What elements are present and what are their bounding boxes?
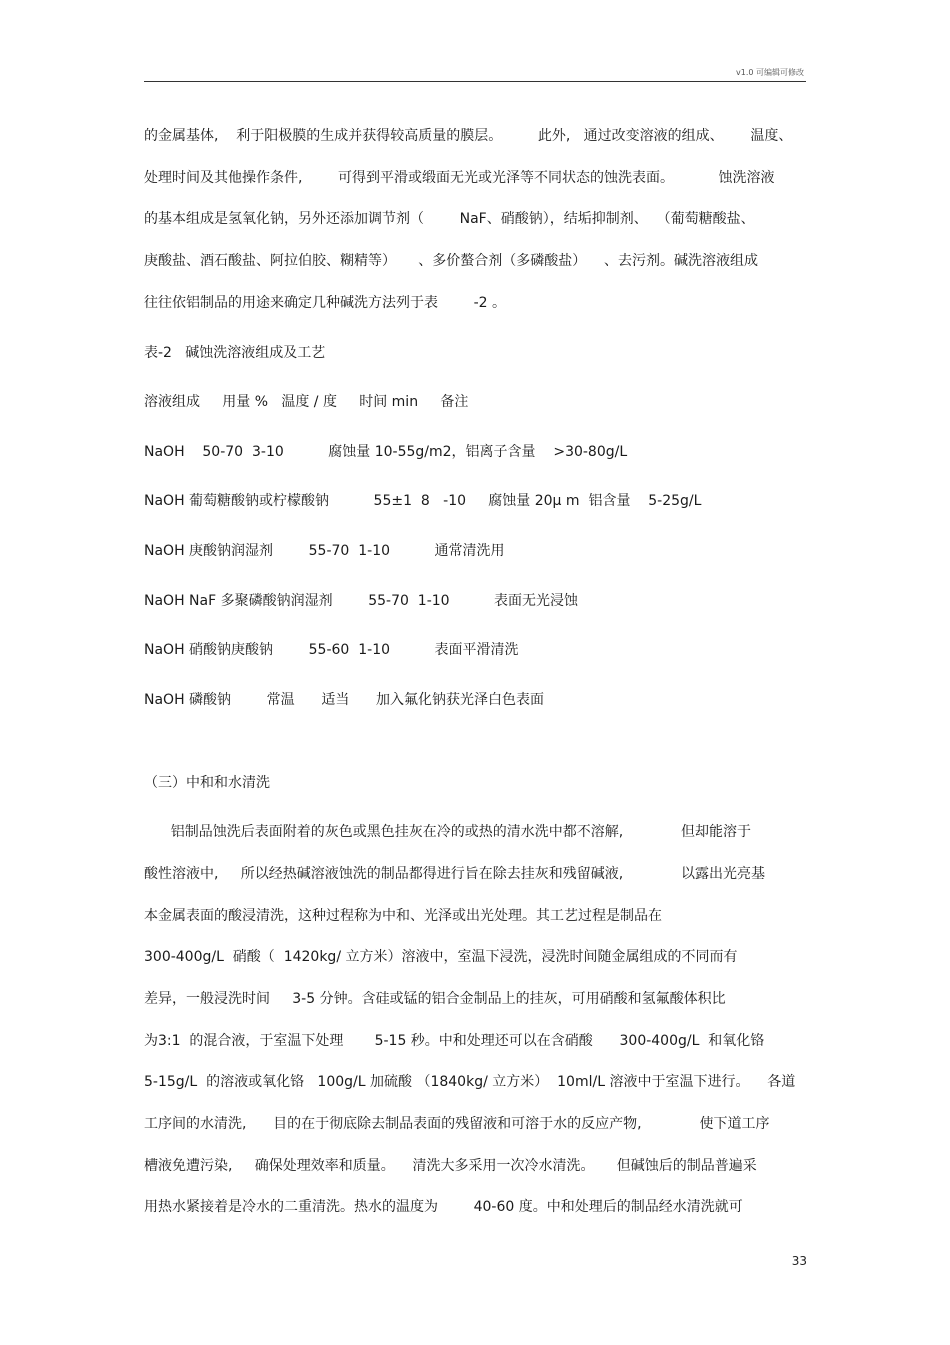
body-line: 工序间的水清洗, 目的在于彻底除去制品表面的残留液和可溶于水的反应产物, 使下道工序 (144, 1116, 770, 1132)
table-row: NaOH NaF 多聚磷酸钠润湿剂 55-70 1-10 表面无光浸蚀 (144, 593, 579, 609)
table-row: NaOH 庚酸钠润湿剂 55-70 1-10 通常清洗用 (144, 543, 505, 559)
body-line: 处理时间及其他操作条件, 可得到平滑或缎面无光或光泽等不同状态的蚀洗表面。 蚀洗溶液 (144, 170, 775, 186)
table-row: NaOH 葡萄糖酸钠或柠檬酸钠 55±1 8 -10 腐蚀量 20μ m 铝含量 5-25g/L (144, 493, 702, 509)
header-rule (144, 81, 806, 82)
header-label: v1.0 可编辑可修改 (736, 68, 804, 77)
table-row: NaOH 硝酸钠庚酸钠 55-60 1-10 表面平滑清洗 (144, 642, 519, 658)
page-number: 33 (791, 1254, 807, 1268)
table-header-row: 溶液组成 用量 % 温度 / 度 时间 min 备注 (144, 394, 469, 410)
body-line: 为3:1 的混合液，于室温下处理 5-15 秒。中和处理还可以在含硝酸 300-400g/L 和氧化铬 (144, 1033, 765, 1049)
body-line: 差异，一般浸洗时间 3-5 分钟。含硅或锰的铝合金制品上的挂灰，可用硝酸和氢氟酸体积比 (144, 991, 726, 1007)
body-line: 铝制品蚀洗后表面附着的灰色或黑色挂灰在冷的或热的清水洗中都不溶解, 但却能溶于 (144, 824, 752, 840)
body-line: 往往依铝制品的用途来确定几种碱洗方法列于表 -2 。 (144, 295, 507, 311)
table-row: NaOH 磷酸钠 常温 适当 加入氟化钠获光泽白色表面 (144, 692, 545, 708)
table-row: NaOH 50-70 3-10 腐蚀量 10-55g/m2，铝离子含量 >30-80g/L (144, 444, 628, 460)
body-line: 5-15g/L 的溶液或氧化铬 100g/L 加硫酸 （1840kg/ 立方米） 10ml/L 溶液中于室温下进行。 各道 (144, 1074, 796, 1090)
body-line: 槽液免遭污染, 确保处理效率和质量。 清洗大多采用一次冷水清洗。 但碱蚀后的制品普遍采 (144, 1158, 757, 1174)
body-line: 酸性溶液中, 所以经热碱溶液蚀洗的制品都得进行旨在除去挂灰和残留碱液, 以露出光亮基 (144, 866, 766, 882)
body-line: 300-400g/L 硝酸（ 1420kg/ 立方米）溶液中，室温下浸洗，浸洗时间随金属组成的不同而有 (144, 949, 738, 965)
body-line: 庚酸盐、酒石酸盐、阿拉伯胶、糊精等） 、多价螯合剂（多磷酸盐） 、去污剂。碱洗溶液组成 (144, 253, 759, 269)
table-caption: 表-2 碱蚀洗溶液组成及工艺 (144, 345, 326, 361)
body-line: 的金属基体, 利于阳极膜的生成并获得较高质量的膜层。 此外, 通过改变溶液的组成、 温度、 (144, 128, 793, 144)
body-line: 的基本组成是氢氧化钠，另外还添加调节剂（ NaF、硝酸钠），结垢抑制剂、 （葡萄糖酸盐、 (144, 211, 755, 227)
body-line: 用热水紧接着是冷水的二重清洗。热水的温度为 40-60 度。中和处理后的制品经水清洗就可 (144, 1199, 743, 1215)
section-heading: （三）中和和水清洗 (144, 775, 270, 791)
body-line: 本金属表面的酸浸清洗，这种过程称为中和、光泽或出光处理。其工艺过程是制品在 (144, 908, 662, 924)
